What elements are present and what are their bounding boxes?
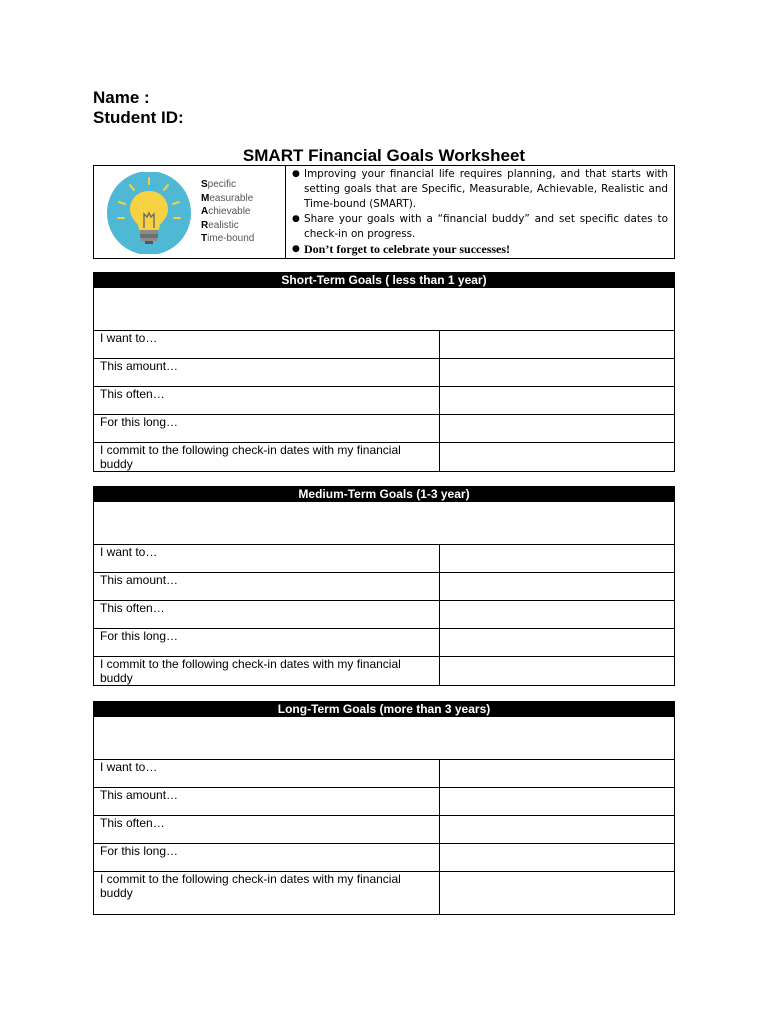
short-term-goals-table bbox=[93, 272, 675, 472]
smart-item: Specific bbox=[201, 179, 237, 190]
row-label: This amount… bbox=[94, 788, 440, 815]
answer-field[interactable] bbox=[440, 415, 674, 442]
smart-item: Time-bound bbox=[201, 233, 255, 245]
bullet-dot-icon: ● bbox=[292, 244, 300, 254]
answer-field[interactable] bbox=[440, 573, 674, 600]
intro-bullets bbox=[286, 166, 674, 258]
goal-notes-field[interactable] bbox=[94, 501, 674, 544]
answer-field[interactable] bbox=[440, 387, 674, 414]
row-label: I commit to the following check-in dates with my financial buddy bbox=[94, 872, 440, 914]
smart-panel bbox=[94, 166, 286, 258]
row-label: For this long… bbox=[94, 844, 440, 871]
section-heading: Medium-Term Goals (1-3 year) bbox=[94, 487, 674, 501]
smart-item: Achievable bbox=[201, 206, 251, 218]
bullet-dot-icon: ● bbox=[292, 169, 300, 179]
intro-box bbox=[93, 165, 675, 259]
section-heading: Short-Term Goals ( less than 1 year) bbox=[94, 273, 674, 287]
row-label: I want to… bbox=[94, 331, 440, 358]
smart-item: Measurable bbox=[201, 192, 254, 204]
answer-field[interactable] bbox=[440, 629, 674, 656]
row-label: This amount… bbox=[94, 359, 440, 386]
bullet-item: ● Share your goals with a “financial buddy” and set specific dates to check-in on progress. bbox=[292, 213, 668, 240]
goal-notes-field[interactable] bbox=[94, 287, 674, 330]
goal-notes-field[interactable] bbox=[94, 716, 674, 759]
long-term-goals-table bbox=[93, 701, 675, 915]
answer-field[interactable] bbox=[440, 359, 674, 386]
answer-field[interactable] bbox=[440, 443, 674, 471]
answer-field[interactable] bbox=[440, 760, 674, 787]
bullet-item: ● Don’t forget to celebrate your successes! bbox=[292, 242, 511, 256]
answer-field[interactable] bbox=[440, 844, 674, 871]
smart-item: Realistic bbox=[201, 219, 239, 231]
answer-field[interactable] bbox=[440, 816, 674, 843]
row-label: This often… bbox=[94, 601, 440, 628]
section-heading: Long-Term Goals (more than 3 years) bbox=[94, 702, 674, 716]
name-label: Name : bbox=[93, 88, 150, 107]
page-title: SMART Financial Goals Worksheet bbox=[242, 146, 526, 165]
row-label: I want to… bbox=[94, 545, 440, 572]
answer-field[interactable] bbox=[440, 545, 674, 572]
row-label: This amount… bbox=[94, 573, 440, 600]
answer-field[interactable] bbox=[440, 657, 674, 685]
answer-field[interactable] bbox=[440, 331, 674, 358]
answer-field[interactable] bbox=[440, 788, 674, 815]
lightbulb-icon bbox=[106, 172, 194, 254]
student-id-label: Student ID: bbox=[93, 108, 184, 127]
row-label: For this long… bbox=[94, 629, 440, 656]
bullet-dot-icon: ● bbox=[292, 214, 300, 224]
answer-field[interactable] bbox=[440, 872, 674, 914]
row-label: This often… bbox=[94, 816, 440, 843]
smart-acronym-list bbox=[201, 178, 254, 246]
answer-field[interactable] bbox=[440, 601, 674, 628]
medium-term-goals-table bbox=[93, 486, 675, 686]
row-label: For this long… bbox=[94, 415, 440, 442]
row-label: I commit to the following check-in dates with my financial buddy bbox=[94, 657, 440, 685]
row-label: I want to… bbox=[94, 760, 440, 787]
row-label: I commit to the following check-in dates with my financial buddy bbox=[94, 443, 440, 471]
row-label: This often… bbox=[94, 387, 440, 414]
bullet-item: ● Improving your financial life requires planning, and that starts with setting goals that are Specific, Measurable, Achievable, Realistic and Time-bound (SMART). bbox=[292, 168, 668, 210]
